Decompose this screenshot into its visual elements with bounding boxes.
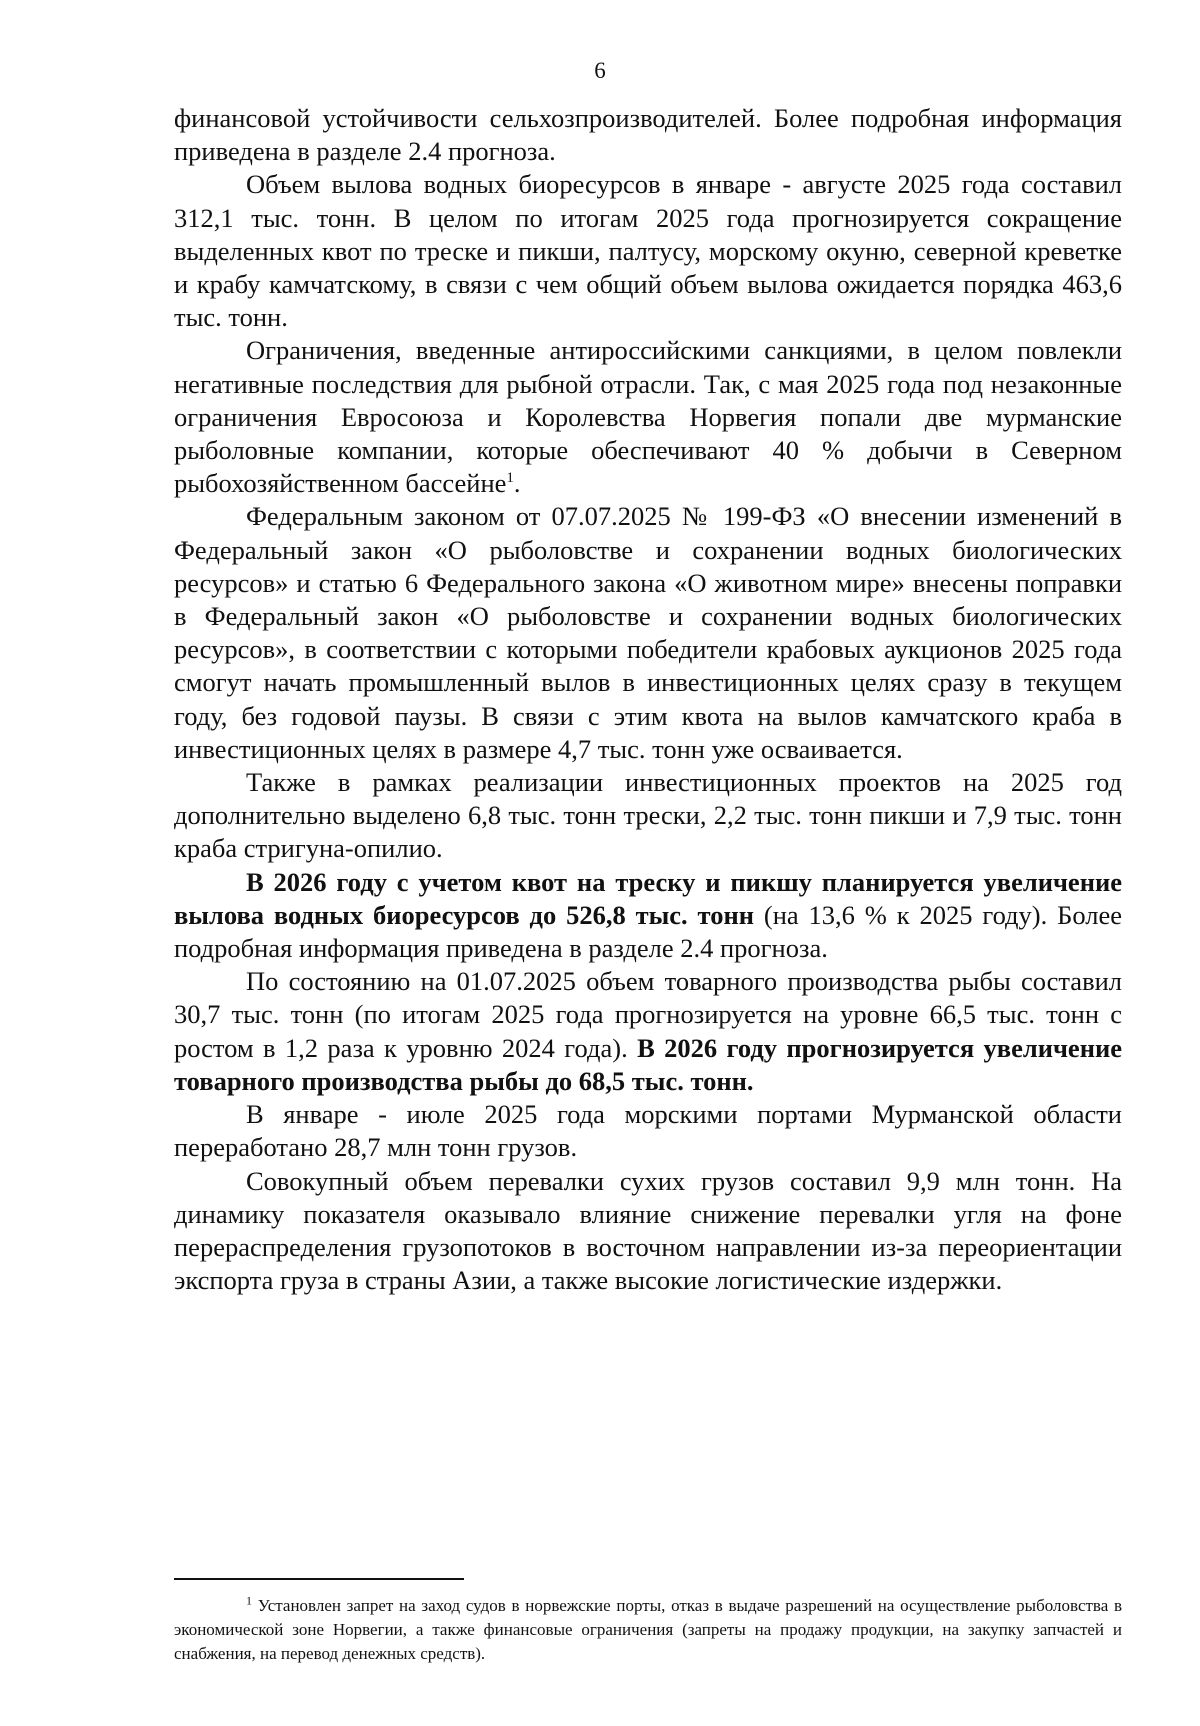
paragraph-continuation [174, 102, 1122, 168]
page-number: 6 [594, 58, 606, 83]
paragraph-text: Федеральным законом от 07.07.2025 № 199-ФЗ «О внесении изменений в Федеральный закон «О рыболовстве и сохранении водных биологических ресурсов» и статью 6 Федерального закона «О животном мире» внесены поправки в Федеральный закон «О рыболовстве и сохранении водных биологических ресурсов», в соответствии с которыми победители крабовых аукционов 2025 года смогут начать промышленный вылов в инвестиционных целях сразу в текущем году, без годовой паузы. В связи с этим квота на вылов камчатского краба в инвестиционных целях в размере 4,7 тыс. тонн уже осваивается. [174, 501, 1122, 764]
paragraph-sanctions [174, 334, 1122, 500]
paragraph-bold-text: В 2026 году с учетом квот на треску и пикшу планируется увеличение вылова водных биоресурсов до 526,8 тыс. тонн [174, 866, 1122, 930]
footnote-reference: 1 [506, 470, 514, 487]
paragraph-text: В январе - июле 2025 года морскими портами Мурманской области переработано 28,7 млн тонн грузов. [174, 1099, 1122, 1163]
paragraph-fish-production [174, 965, 1122, 1098]
footnote-text: Установлен запрет на заход судов в норвежские порты, отказ в выдаче разрешений на осуществление рыболовства в экономической зоне Норвегии, а также финансовые ограничения (запреты на продажу продукции, на закупку запчастей и снабжения, на перевод денежных средств). [174, 1596, 1123, 1663]
paragraph-text: финансовой устойчивости сельхозпроизводителей. Более подробная информация приведена в разделе 2.4 прогноза. [174, 103, 1122, 167]
paragraph-federal-law [174, 500, 1122, 766]
paragraph-2026-catch [174, 866, 1122, 966]
footnote-number: 1 [246, 1593, 252, 1608]
paragraph-text: Объем вылова водных биоресурсов в январе - августе 2025 года составил 312,1 тыс. тонн. В целом по итогам 2025 года прогнозируется сокращение выделенных квот по треске и пикши, палтусу, морскому окуню, северной креветке и крабу камчатскому, в связи с чем общий объем вылова ожидается порядка 463,6 тыс. тонн. [174, 169, 1122, 333]
document-body [174, 102, 1122, 1297]
paragraph-text: Совокупный объем перевалки сухих грузов составил 9,9 млн тонн. На динамику показателя оказывало влияние снижение перевалки угля на фоне перераспределения грузопотоков в восточном направлении из-за переориентации экспорта груза в страны Азии, а также высокие логистические издержки. [174, 1165, 1122, 1296]
paragraph-text: По состоянию на 01.07.2025 объем товарного производства рыбы составил 30,7 тыс. тонн (по итогам 2025 года прогнозируется на уровне 66,5 тыс. тонн с ростом в 1,2 раза к уровню 2024 года). [174, 966, 1122, 1063]
paragraph-text: (на 13,6 % к 2025 году). Более подробная информация приведена в разделе 2.4 прогноза. [174, 899, 1122, 964]
paragraph-ports [174, 1098, 1122, 1164]
footnote-divider [174, 1578, 464, 1580]
paragraph-text: Также в рамках реализации инвестиционных проектов на 2025 год дополнительно выделено 6,8 тыс. тонн трески, 2,2 тыс. тонн пикши и 7,9 тыс. тонн краба стригуна-опилио. [174, 767, 1122, 864]
paragraph-fish-catch [174, 168, 1122, 334]
paragraph-dry-cargo [174, 1165, 1122, 1298]
footnote [174, 1594, 1122, 1666]
paragraph-text: Ограничения, введенные антироссийскими санкциями, в целом повлекли негативные последствия для рыбной отрасли. Так, с мая 2025 года под незаконные ограничения Евросоюза и Королевства Норвегия попали две мурманские рыболовные компании, которые обеспечивают 40 % добычи в Северном рыбохозяйственном бассейне [174, 335, 1122, 499]
paragraph-bold-text: В 2026 году прогнозируется увеличение товарного производства рыбы до 68,5 тыс. тонн. [174, 1032, 1122, 1096]
paragraph-tail: . [513, 468, 521, 499]
paragraph-investment-quotas [174, 766, 1122, 866]
